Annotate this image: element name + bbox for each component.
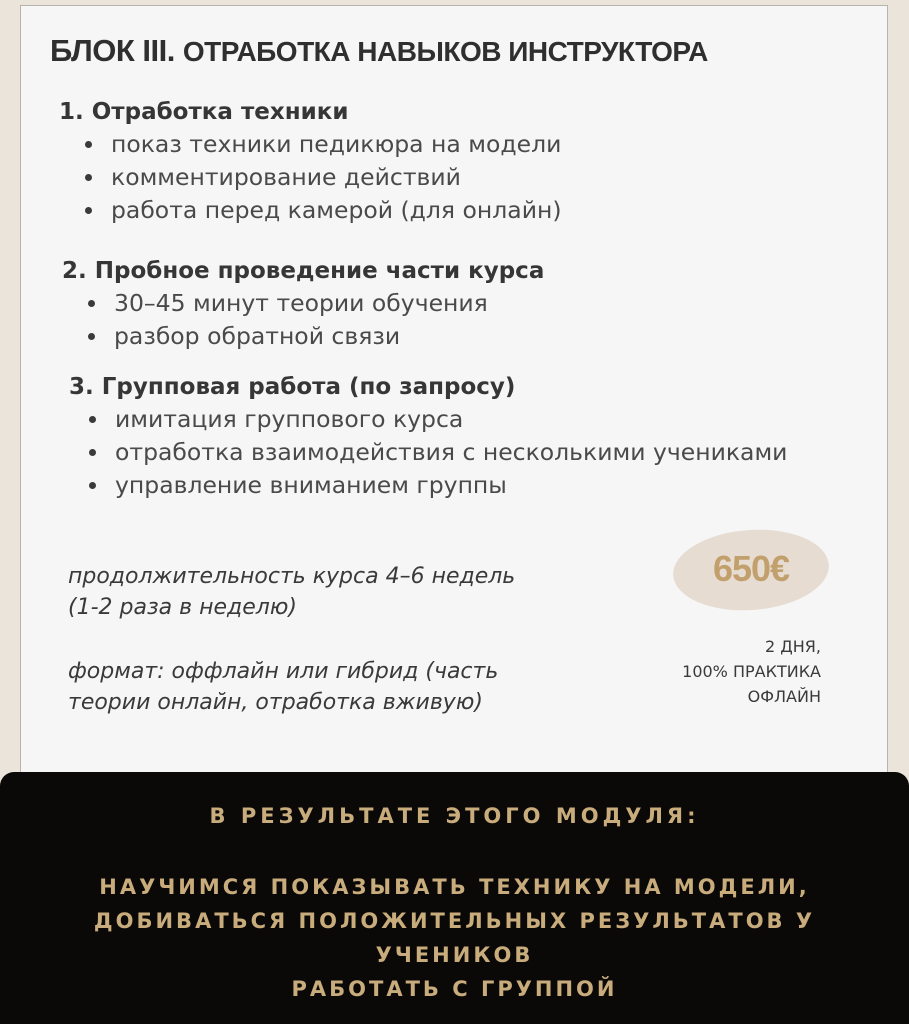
block-title: ОТРАБОТКА НАВЫКОВ ИНСТРУКТОРА	[182, 36, 708, 67]
course-duration: продолжительность курса 4–6 недель (1-2 раза в неделю)	[68, 564, 516, 620]
result-text: НАУЧИМСЯ ПОКАЗЫВАТЬ ТЕХНИКУ НА МОДЕЛИ, ДОБИВАТЬСЯ ПОЛОЖИТЕЛЬНЫХ РЕЗУЛЬТАТОВ У УЧЕНИКОВ РАБОТАТЬ С ГРУППОЙ	[93, 875, 816, 1001]
bullet-dot	[85, 141, 92, 148]
section-group-work	[69, 371, 787, 502]
list-item: работа перед камерой (для онлайн)	[79, 194, 562, 227]
bullet-dot	[88, 300, 95, 307]
bullet-list	[83, 403, 787, 502]
page-title	[50, 33, 708, 69]
bullet-dot	[85, 207, 92, 214]
result-heading: В РЕЗУЛЬТАТЕ ЭТОГО МОДУЛЯ:	[209, 804, 700, 828]
price-value: 650€	[712, 548, 790, 589]
bullet-dot	[85, 174, 92, 181]
course-format: формат: оффлайн или гибрид (часть теории онлайн, отработка вживую)	[68, 659, 499, 715]
bullet-list	[79, 128, 562, 227]
section-trial-course	[62, 255, 544, 353]
bullet-dot	[88, 333, 95, 340]
section-title: 1. Отработка техники	[59, 99, 349, 125]
list-item: 30–45 минут теории обучения	[82, 287, 544, 320]
bullet-dot	[89, 482, 96, 489]
list-item: комментирование действий	[79, 161, 562, 194]
section-title: 2. Пробное проведение части курса	[62, 258, 545, 284]
bullet-dot	[89, 449, 96, 456]
section-title: 3. Групповая работа (по запросу)	[69, 374, 516, 400]
list-item: разбор обратной связи	[82, 320, 544, 353]
list-item: отработка взаимодействия с несколькими учениками	[83, 436, 787, 469]
list-item: управление вниманием группы	[83, 469, 787, 502]
list-item: показ техники педикюра на модели	[79, 128, 562, 161]
section-technique	[59, 96, 562, 227]
bullet-dot	[89, 416, 96, 423]
list-item: имитация группового курса	[83, 403, 787, 436]
bullet-list	[82, 287, 544, 353]
price-note: 2 ДНЯ, 100% ПРАКТИКА ОФЛАЙН	[682, 637, 821, 706]
block-label: БЛОК III.	[50, 33, 175, 68]
